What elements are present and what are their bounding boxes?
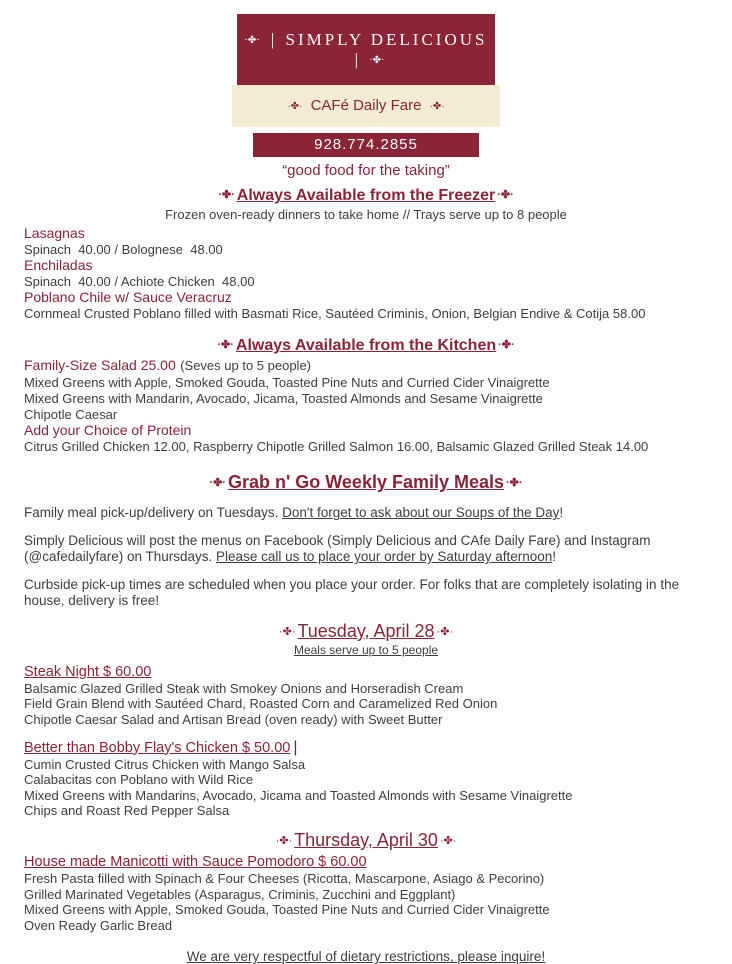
thursday-heading-text: Thursday, April 30 xyxy=(294,829,438,850)
divider-bar: | xyxy=(270,30,275,49)
meal-title: Better than Bobby Flay's Chicken $ 50.00 xyxy=(24,739,291,756)
meal-line: Cumin Crusted Citrus Chicken with Mango Salsa xyxy=(24,756,306,772)
freezer-subheading: Frozen oven-ready dinners to take home // Trays serve up to 8 people xyxy=(165,207,567,222)
menu-item-note: (Seves up to 5 people) xyxy=(180,358,312,374)
ornament-icon: ·✤· xyxy=(429,101,445,112)
ornament-icon: ·✤· xyxy=(506,477,523,490)
text-cursor: | xyxy=(293,738,298,756)
kitchen-heading-text: Always Available from the Kitchen xyxy=(235,337,497,355)
ornament-icon: ·✤· xyxy=(287,101,303,112)
info-paragraph xyxy=(24,505,708,521)
meal-line: Chips and Roast Red Pepper Salsa xyxy=(24,803,230,819)
freezer-heading-text: Always Available from the Freezer xyxy=(236,187,496,204)
ornament-icon: ·✤· xyxy=(369,55,385,66)
meal-line: Mixed Greens with Mandarins, Avocado, Jicama and Toasted Almonds with Sesame Vinaigrette xyxy=(24,787,573,803)
meal-title: House made Manicotti with Sauce Pomodoro $ 60.00 xyxy=(24,853,367,870)
ornament-icon: ·✤· xyxy=(218,189,235,201)
thursday-section xyxy=(0,830,732,933)
meal-line: Grilled Marinated Vegetables (Asparagus, Criminis, Zucchini and Eggplant) xyxy=(24,886,456,902)
phone-number: 928.774.2855 xyxy=(314,136,418,153)
paragraph-underlined-text: Please call us to place your order by Saturday afternoon xyxy=(216,549,553,565)
thursday-meals xyxy=(0,853,732,933)
meal-line: Oven Ready Garlic Bread xyxy=(24,917,173,933)
freezer-section xyxy=(0,187,732,321)
menu-item-desc: Chipotle Caesar xyxy=(24,406,118,422)
menu-item-desc: Cornmeal Crusted Poblano filled with Basmati Rice, Sautéed Criminis, Onion, Belgian Endive & Cotija 58.00 xyxy=(24,305,646,321)
ornament-icon: ·✤· xyxy=(436,625,454,638)
kitchen-items xyxy=(0,357,732,454)
ornament-icon: ·✤· xyxy=(497,189,514,201)
tuesday-heading xyxy=(0,621,732,642)
meal-block xyxy=(24,739,708,819)
menu-item-desc: Spinach 40.00 / Bolognese 48.00 xyxy=(24,241,223,257)
ornament-icon: ·✤· xyxy=(244,35,260,46)
meal-block xyxy=(24,663,708,728)
menu-item-name: Lasagnas xyxy=(24,225,85,241)
menu-item-name: Enchiladas xyxy=(24,257,93,274)
cafe-name: CAFé Daily Fare xyxy=(310,97,422,114)
menu-item-desc: Mixed Greens with Apple, Smoked Gouda, Toasted Pine Nuts and Curried Cider Vinaigrette xyxy=(24,375,550,391)
meal-line: Balsamic Glazed Grilled Steak with Smokey Onions and Horseradish Cream xyxy=(24,680,464,696)
ornament-icon: ·✤· xyxy=(278,625,296,638)
paragraph-underlined-text: Don't forget to ask about our Soups of the Day xyxy=(282,505,560,521)
ornament-icon: ·✤· xyxy=(209,477,226,490)
kitchen-section xyxy=(0,337,732,454)
menu-item-name: Family-Size Salad 25.00 xyxy=(24,357,176,374)
paragraph-text: ! xyxy=(559,505,564,521)
meal-line: Mixed Greens with Apple, Smoked Gouda, Toasted Pine Nuts and Curried Cider Vinaigrette xyxy=(24,902,550,918)
cafe-name-band xyxy=(232,85,500,127)
tuesday-meals xyxy=(0,663,732,819)
tuesday-heading-text: Tuesday, April 28 xyxy=(297,620,435,641)
grab-n-go-body xyxy=(0,505,732,609)
meal-line: Chipotle Caesar Salad and Artisan Bread (oven ready) with Sweet Butter xyxy=(24,712,443,728)
tuesday-note: Meals serve up to 5 people xyxy=(293,642,439,657)
masthead xyxy=(0,14,732,179)
menu-page xyxy=(0,14,732,964)
paragraph-text: Simply Delicious will post the menus on Facebook (Simply Delicious and CAfe Daily Fare) and Instagram (@cafedailyfare) on Thursdays. xyxy=(24,533,651,565)
paragraph-text: Family meal pick-up/delivery on Tuesdays. xyxy=(24,505,283,521)
thursday-heading xyxy=(0,830,732,851)
menu-item-desc: Spinach 40.00 / Achiote Chicken 48.00 xyxy=(24,273,255,289)
ornament-icon: ·✤· xyxy=(439,834,457,847)
menu-item-desc: Mixed Greens with Mandarin, Avocado, Jicama, Toasted Almonds and Sesame Vinaigrette xyxy=(24,390,543,406)
footer-note-text: We are very respectful of dietary restrictions, please inquire! xyxy=(186,949,546,964)
logo-title: SIMPLY DELICIOUS xyxy=(285,30,488,49)
meal-title: Steak Night $ 60.00 xyxy=(24,663,152,680)
meal-line: Calabacitas con Poblano with Wild Rice xyxy=(24,772,254,788)
salad-title-line xyxy=(24,357,708,375)
logo-banner xyxy=(237,14,495,85)
ornament-icon: ·✤· xyxy=(498,339,515,352)
divider-bar: | xyxy=(354,50,359,69)
menu-item-desc: Citrus Grilled Chicken 12.00, Raspberry Chipotle Grilled Salmon 16.00, Balsamic Glazed Grilled Steak 14.00 xyxy=(24,438,649,454)
freezer-heading xyxy=(0,187,732,205)
tagline: “good food for the taking” xyxy=(282,162,450,179)
paragraph-text: ! xyxy=(552,549,557,565)
footer-note xyxy=(0,949,732,964)
grab-n-go-heading xyxy=(0,472,732,493)
info-paragraph xyxy=(24,533,708,565)
tuesday-section xyxy=(0,621,732,819)
menu-item-name: Add your Choice of Protein xyxy=(24,422,192,439)
menu-item-name: Poblano Chile w/ Sauce Veracruz xyxy=(24,289,232,306)
freezer-items xyxy=(0,225,732,321)
ornament-icon: ·✤· xyxy=(275,834,293,847)
meal-line: Field Grain Blend with Sautéed Chard, Roasted Corn and Caramelized Red Onion xyxy=(24,696,498,712)
phone-band xyxy=(253,133,479,157)
info-paragraph: Curbside pick-up times are scheduled when you place your order. For folks that are completely isolating in the house, delivery is free! xyxy=(24,576,680,608)
kitchen-heading xyxy=(0,337,732,355)
grab-n-go-section xyxy=(0,472,732,609)
grab-n-go-heading-text: Grab n' Go Weekly Family Meals xyxy=(227,472,505,493)
ornament-icon: ·✤· xyxy=(217,339,234,352)
meal-block xyxy=(24,853,708,933)
meal-line: Fresh Pasta filled with Spinach & Four Cheeses (Ricotta, Mascarpone, Asiago & Pecorino) xyxy=(24,870,545,886)
